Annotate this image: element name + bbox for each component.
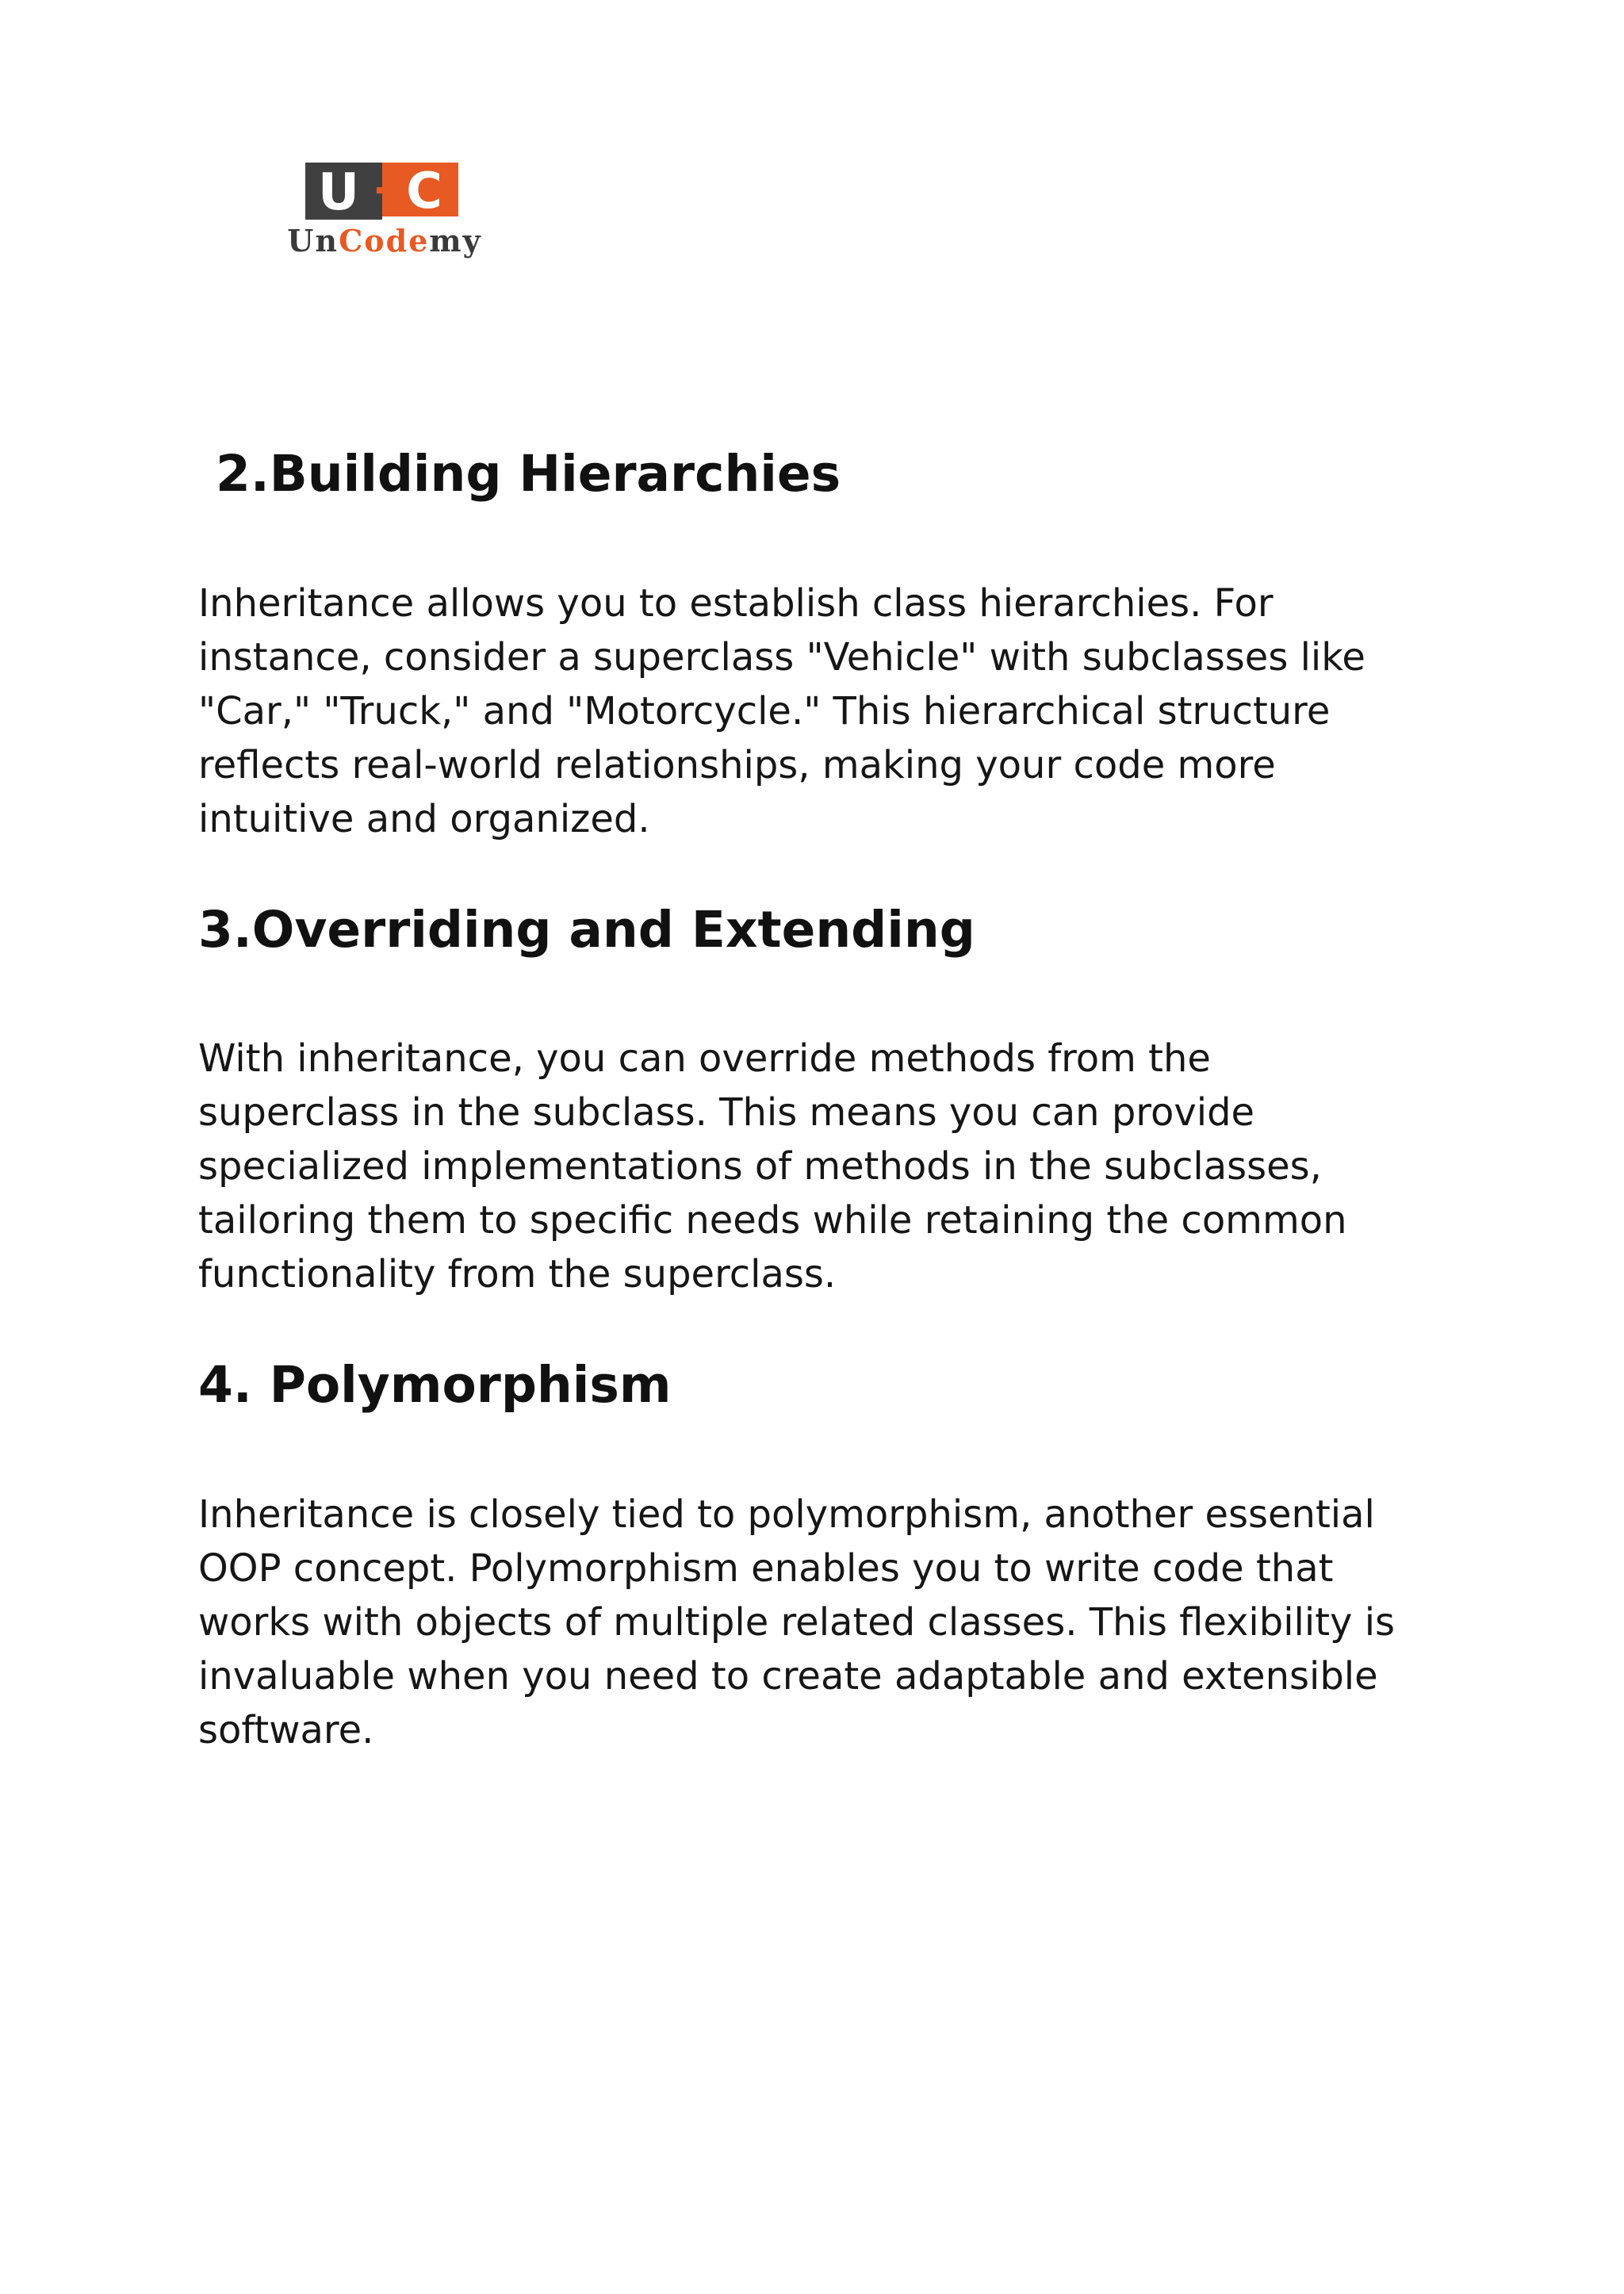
logo-wordmark: UnCodemy	[287, 223, 482, 259]
section-heading-overriding-extending: 3.Overriding and Extending	[198, 900, 975, 959]
logo-dot	[377, 187, 386, 193]
paragraph-line: specialized implementations of methods in the subclasses,	[198, 1144, 1322, 1189]
uncodemy-logo-mark	[258, 159, 511, 262]
paragraph-line: Inheritance is closely tied to polymorphism, another essential	[198, 1492, 1375, 1537]
section-heading-building-hierarchies: 2.Building Hierarchies	[216, 445, 841, 503]
section-paragraph-overriding-extending	[198, 1032, 1435, 1301]
paragraph-line: superclass in the subclass. This means you can provide	[198, 1090, 1255, 1136]
paragraph-line: intuitive and organized.	[198, 796, 650, 841]
uncodemy-logo	[258, 159, 511, 262]
paragraph-line: works with objects of multiple related classes. This flexibility is	[198, 1599, 1396, 1645]
paragraph-line: functionality from the superclass.	[198, 1252, 837, 1297]
document-body	[198, 444, 1435, 1757]
paragraph-line: Inheritance allows you to establish class hierarchies. For	[198, 580, 1274, 626]
paragraph-line: tailoring them to specific needs while retaining the common	[198, 1198, 1347, 1243]
paragraph-line: invaluable when you need to create adaptable and extensible	[198, 1653, 1378, 1698]
paragraph-line: software.	[198, 1707, 374, 1752]
logo-letter-c: C	[406, 162, 442, 220]
logo-letter-u: U	[318, 163, 359, 222]
paragraph-line: instance, consider a superclass "Vehicle" with subclasses like	[198, 634, 1365, 680]
section-paragraph-polymorphism	[198, 1488, 1435, 1757]
section-heading-polymorphism: 4. Polymorphism	[198, 1356, 672, 1415]
section-paragraph-building-hierarchies	[198, 576, 1435, 846]
paragraph-line: OOP concept. Polymorphism enables you to write code that	[198, 1545, 1334, 1591]
paragraph-line: With inheritance, you can override methods from the	[198, 1036, 1211, 1082]
paragraph-line: reflects real-world relationships, making your code more	[198, 742, 1276, 787]
paragraph-line: "Car," "Truck," and "Motorcycle." This hierarchical structure	[198, 688, 1331, 733]
